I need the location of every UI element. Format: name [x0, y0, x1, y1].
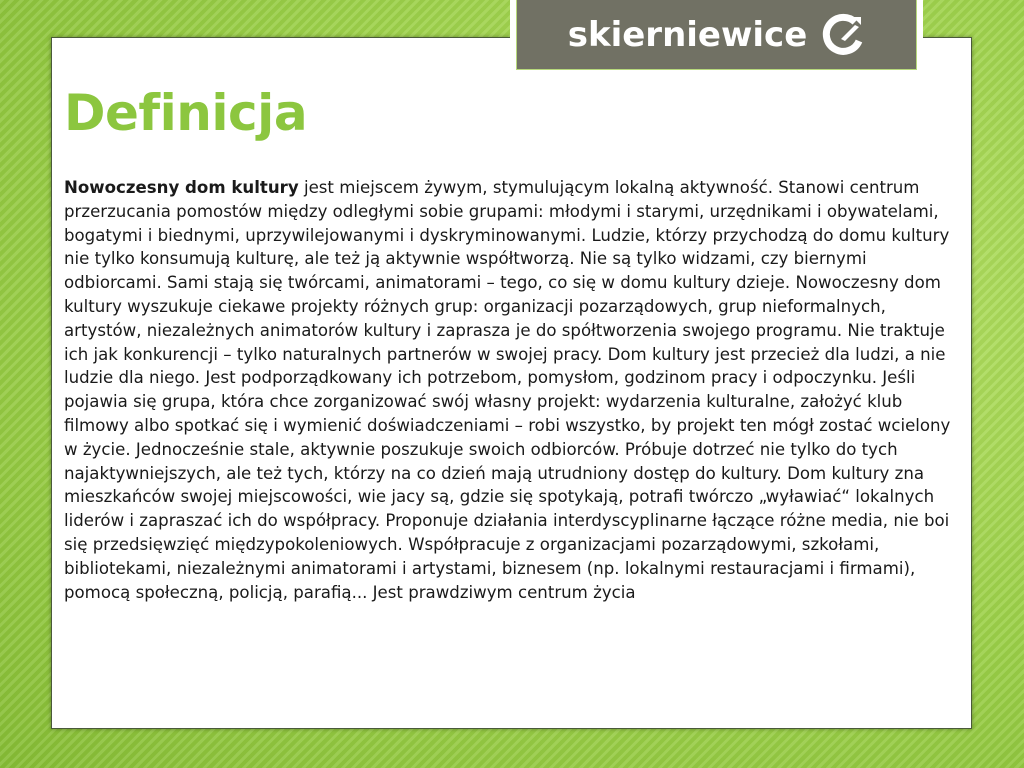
logo-text: skierniewice [567, 14, 808, 55]
definition-lead: Nowoczesny dom kultury [64, 178, 299, 197]
skierniewice-logo-icon [821, 13, 865, 57]
definition-body: jest miejscem żywym, stymulującym lokalną aktywność. Stanowi centrum przerzucania pomostów między odległymi sobie grupami: młodymi i starymi, urzędnikami i obywatelami, bogatymi i biednymi, uprzywilejowanymi i dyskryminowanymi. Ludzie, którzy przychodzą do domu kultury nie tylko konsumują kulturę, ale też ją aktywnie współtworzą. Nie są tylko widzami, czy biernymi odbiorcami. Sami stają się twórcami, animatorami – tego, co się w domu kultury dzieje. Nowoczesny dom kultury wyszukuje ciekawe projekty różnych grup: organizacji pozarządowych, grup nieformalnych, artystów, niezależnych animatorów kultury i zaprasza je do spółtworzenia swojego programu. Nie traktuje ich jak konkurencji – tylko naturalnych partnerów w swojej pracy. Dom kultury jest przecież dla ludzi, a nie ludzie dla niego. Jest podporządkowany ich potrzebom, pomysłom, godzinom pracy i odpoczynku. Jeśli pojawia się grupa, która chce zorganizować swój własny projekt: wydarzenia kulturalne, założyć klub filmowy albo spotkać się i wymienić doświadczeniami – robi wszystko, by projekt ten mógł zostać wcielony w życie. Jednocześnie stale, aktywnie poszukuje swoich odbiorców. Próbuje dotrzeć nie tylko do tych najaktywniejszych, ale też tych, którzy na co dzień mają utrudniony dostęp do kultury. Dom kultury zna mieszkańców swojej miejscowości, wie jacy są, gdzie się spotykają, potrafi twórczo „wyławiać“ lokalnych liderów i zapraszać ich do współpracy. Proponuje działania interdyscyplinarne łączące różne media, nie boi się przedsięwzięć międzypokoleniowych. Współpracuje z organizacjami pozarządowymi, szkołami, bibliotekami, niezależnymi animatorami i artystami, biznesem (np. lokalnymi restauracjami i firmami), pomocą społeczną, policją, parafią... Jest prawdziwym centrum życia [64, 178, 951, 602]
definition-paragraph [64, 176, 964, 604]
slide-title: Definicja [64, 84, 308, 142]
logo-container [510, 0, 923, 76]
logo-banner [516, 0, 917, 70]
